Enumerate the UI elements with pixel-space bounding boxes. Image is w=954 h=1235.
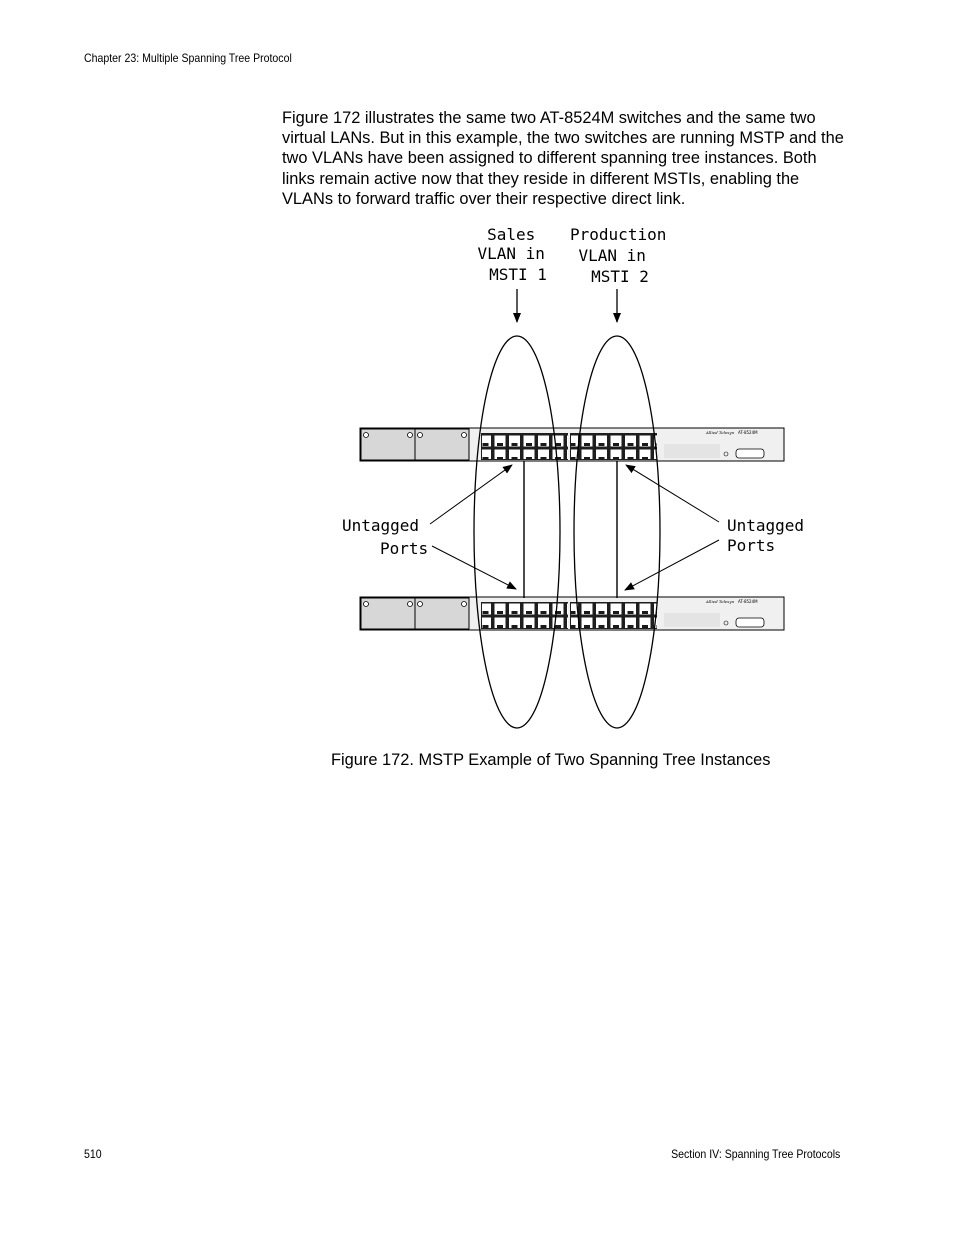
body-paragraph: Figure 172 illustrates the same two AT-8524M switches and the same two virtual LANs. But in this example, the two switches are running MSTP and the two VLANs have been assigned to different spanning tree instances. Both links remain active now that they reside in different MSTIs, enabling the VLANs to forward traffic over their respective direct link. [282, 109, 844, 208]
page-number: 510 [84, 1147, 102, 1161]
switch-top [360, 428, 784, 461]
module-slot-right [415, 598, 469, 629]
untagged-right-arrow-bottom [625, 540, 719, 590]
untagged-left-arrow-top [430, 465, 512, 524]
console-port [736, 449, 764, 458]
module-slot-right [415, 429, 469, 460]
untagged-right-arrow-top [626, 465, 719, 522]
switch-bottom [360, 597, 784, 630]
module-slot-left [361, 598, 415, 629]
sales-vlan-label: Sales VLAN in MSTI 1 [477, 225, 547, 284]
svg-text:AT-8524M: AT-8524M [738, 599, 758, 604]
svg-text:Allied Telesyn: Allied Telesyn [706, 430, 735, 435]
production-vlan-label: Production VLAN in MSTI 2 [570, 225, 667, 286]
svg-text:Allied Telesyn: Allied Telesyn [706, 599, 735, 604]
untagged-ports-right-label: Untagged Ports [727, 516, 805, 555]
figure-caption: Figure 172. MSTP Example of Two Spanning Tree Instances [331, 751, 771, 769]
section-footer: Section IV: Spanning Tree Protocols [670, 1147, 840, 1161]
console-port [736, 618, 764, 627]
msti1-ellipse [474, 336, 560, 728]
svg-text:AT-8524M: AT-8524M [738, 430, 758, 435]
untagged-ports-left-label: Untagged Ports [342, 516, 429, 558]
chapter-header: Chapter 23: Multiple Spanning Tree Protocol [84, 51, 292, 65]
module-slot-left [361, 429, 415, 460]
